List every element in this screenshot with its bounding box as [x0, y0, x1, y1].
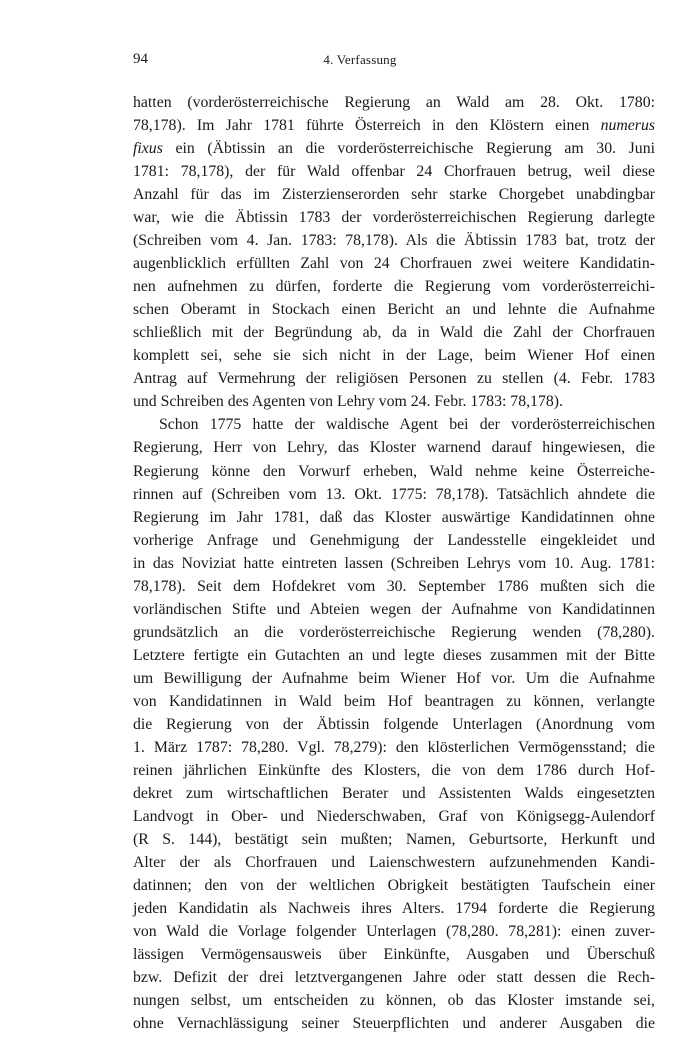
text-line [133, 621, 655, 644]
text-line [133, 275, 655, 298]
text-line [133, 229, 655, 252]
text-line [133, 114, 655, 137]
italic-term: fixus [133, 140, 163, 158]
text-segment: jeden Kandidatin als Nachweis ihres Alters. 1794 forderte die Regierung [133, 900, 655, 918]
text-line [133, 805, 655, 828]
text-line [133, 782, 655, 805]
text-line [133, 828, 655, 851]
text-line [133, 206, 655, 229]
text-line [133, 575, 655, 598]
text-segment: Schon 1775 hatte der waldische Agent bei der vorderösterreichischen [159, 416, 655, 434]
text-segment: Alter der als Chorfrauen und Laienschwestern aufzunehmenden Kandi- [133, 854, 655, 872]
page-number: 94 [133, 51, 148, 67]
text-segment: hatten (vorderösterreichische Regierung an Wald am 28. Okt. 1780: [133, 94, 655, 111]
text-segment: grundsätzlich an die vorderösterreichische Regierung wenden (78,280). [133, 623, 655, 641]
text-line [133, 943, 655, 966]
text-segment: und Schreiben des Agenten von Lehry vom 24. Febr. 1783: 78,178). [133, 393, 563, 411]
text-line [133, 344, 655, 367]
text-line [133, 667, 655, 690]
text-segment: Antrag auf Vermehrung der religiösen Personen zu stellen (4. Febr. 1783 [133, 370, 655, 388]
text-segment: von Wald die Vorlage folgender Unterlagen (78,280. 78,281): einen zuver- [133, 923, 655, 941]
text-segment: Anzahl für das im Zisterzienserorden sehr starke Chorgebet unabdingbar [133, 186, 655, 204]
text-segment: komplett sei, sehe sie sich nicht in der Lage, beim Wiener Hof einen [133, 347, 655, 365]
body-text [133, 91, 655, 1035]
text-segment: ohne Vernachlässigung seiner Steuerpflichten und anderer Ausgaben die [133, 1015, 655, 1033]
text-line [133, 298, 655, 321]
text-line [133, 367, 655, 390]
text-segment: Regierung könne den Vorwurf erheben, Wald nehme keine Österreiche- [133, 462, 655, 480]
text-line [133, 1012, 655, 1035]
text-segment: (Schreiben vom 4. Jan. 1783: 78,178). Als die Äbtissin 1783 bat, trotz der [133, 232, 655, 250]
text-line [133, 690, 655, 713]
text-segment: von Kandidatinnen in Wald beim Hof beantragen zu können, verlangte [133, 692, 655, 710]
text-segment: lässigen Vermögensausweis über Einkünfte, Ausgaben und Überschuß [133, 946, 655, 964]
text-segment: 78,178). Im Jahr 1781 führte Österreich in den Klöstern einen [133, 117, 601, 135]
text-line [133, 390, 655, 413]
text-line [133, 183, 655, 206]
running-head: 4. Verfassung [323, 52, 397, 67]
text-segment: Regierung im Jahr 1781, daß das Kloster auswärtige Kandidatinnen ohne [133, 508, 655, 526]
text-line [133, 91, 655, 114]
text-segment: (R S. 144), bestätigt sein mußten; Namen, Geburtsorte, Herkunft und [133, 831, 655, 848]
text-segment: um Bewilligung der Aufnahme beim Wiener Hof vor. Um die Aufnahme [133, 669, 655, 687]
text-segment: nungen selbst, um entscheiden zu können, ob das Kloster imstande sei, [133, 992, 655, 1010]
text-segment: vorländischen Stifte und Abteien wegen der Aufnahme von Kandidatinnen [133, 600, 655, 618]
text-line [133, 529, 655, 552]
text-segment: Landvogt in Ober- und Niederschwaben, Graf von Königsegg-Aulendorf [133, 807, 655, 825]
text-line [133, 759, 655, 782]
text-line [133, 874, 655, 897]
text-line [133, 851, 655, 874]
text-line [133, 483, 655, 506]
text-line [133, 460, 655, 483]
text-segment: augenblicklich erfüllten Zahl von 24 Chorfrauen zwei weitere Kandidatin- [133, 255, 655, 273]
text-line [133, 989, 655, 1012]
text-segment: Regierung, Herr von Lehry, das Kloster warnend darauf hingewiesen, die [133, 439, 655, 457]
text-segment: schen Oberamt in Stockach einen Bericht an und lehnte die Aufnahme [133, 301, 655, 319]
text-segment: in das Noviziat hatte eintreten lassen (Schreiben Lehrys vom 10. Aug. 1781: [133, 554, 655, 572]
text-segment: die Regierung von der Äbtissin folgende Unterlagen (Anordnung vom [133, 715, 655, 733]
text-segment: reinen jährlichen Einkünfte des Klosters, die von dem 1786 durch Hof- [133, 761, 655, 779]
text-line [133, 413, 655, 436]
text-segment: ein (Äbtissin an die vorderösterreichische Regierung am 30. Juni [162, 140, 655, 158]
text-line [133, 736, 655, 759]
text-line [133, 436, 655, 459]
text-line [133, 506, 655, 529]
text-segment: 1781: 78,178), der für Wald offenbar 24 Chorfrauen betrug, weil diese [133, 163, 655, 181]
text-line [133, 644, 655, 667]
text-line [133, 552, 655, 575]
text-line [133, 137, 655, 160]
text-segment: Letztere fertigte ein Gutachten an und legte dieses zusammen mit der Bitte [133, 646, 655, 664]
text-segment: vorherige Anfrage und Genehmigung der Landesstelle eingekleidet und [133, 531, 655, 549]
text-segment: dekret zum wirtschaftlichen Berater und Assistenten Walds eingesetzten [133, 784, 655, 802]
text-segment: war, wie die Äbtissin 1783 der vorderösterreichischen Regierung darlegte [133, 209, 655, 227]
text-segment: rinnen auf (Schreiben vom 13. Okt. 1775: 78,178). Tatsächlich ahndete die [133, 485, 655, 503]
text-segment: 78,178). Seit dem Hofdekret vom 30. September 1786 mußten sich die [133, 577, 655, 595]
text-segment: datinnen; den von der weltlichen Obrigkeit bestätigten Taufschein einer [133, 877, 655, 895]
text-segment: bzw. Defizit der drei letztvergangenen Jahre oder statt dessen die Rech- [133, 969, 655, 987]
text-line [133, 321, 655, 344]
text-segment: 1. März 1787: 78,280. Vgl. 78,279): den klösterlichen Vermögensstand; die [133, 738, 655, 756]
text-line [133, 897, 655, 920]
text-segment: nen aufnehmen zu dürfen, forderte die Regierung vom vorderösterreichi- [133, 278, 655, 296]
text-line [133, 713, 655, 736]
text-line [133, 966, 655, 989]
text-line [133, 160, 655, 183]
text-line [133, 920, 655, 943]
text-segment: schließlich mit der Begründung ab, da in Wald die Zahl der Chorfrauen [133, 324, 655, 342]
italic-term: numerus [600, 117, 655, 135]
text-line [133, 598, 655, 621]
text-line [133, 252, 655, 275]
